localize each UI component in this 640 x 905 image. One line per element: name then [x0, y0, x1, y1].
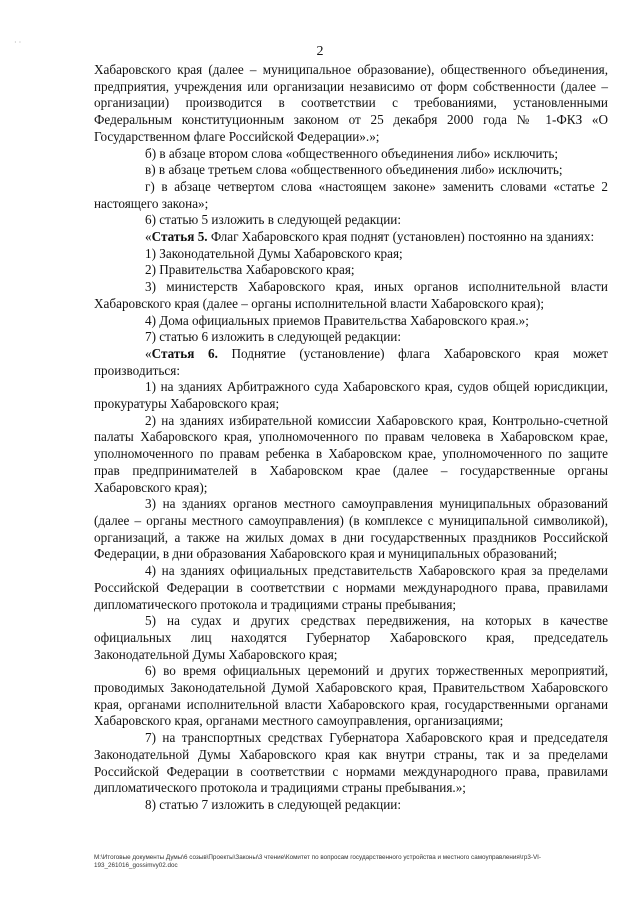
paragraph: [94, 379, 608, 412]
paragraph: [94, 229, 608, 246]
paragraph-text: 2) Правительства Хабаровского края;: [145, 262, 355, 278]
paragraph-text: 3) на зданиях органов местного самоуправления муниципальных образований (далее – органы местного самоуправления) (в комплексе с муниципальной символикой), организаций, а также на жилых домах в дни государственных праздников Российской Федерации, в дни образования Хабаровского края и муниципальных образований;: [94, 496, 608, 562]
paragraph: [94, 329, 608, 346]
paragraph: [94, 663, 608, 730]
paragraph: [94, 313, 608, 330]
paragraph-text: в) в абзаце третьем слова «общественного объединения либо» исключить;: [145, 162, 563, 178]
paragraph-text: 1) на зданиях Арбитражного суда Хабаровского края, судов общей юрисдикции, прокуратуры Хабаровского края;: [94, 379, 608, 412]
paragraph: [94, 563, 608, 613]
paragraph: [94, 212, 608, 229]
paragraph-text: 7) на транспортных средствах Губернатора Хабаровского края и председателя Законодательной Думы Хабаровского края как внутри страны, так и за пределами Российской Федерации в соответствии с нормами международного права, правилами дипломатического протокола и традициями страны пребывания.»;: [94, 730, 608, 796]
paragraph-text: Хабаровского края (далее – муниципальное образование), общественного объединения, предприятия, учреждения или организации независимо от форм собственности (далее – организации) производится в соответствии с требованиями, установленными Федеральным конституционным законом от 25 декабря 2000 года № 1-ФКЗ «О Государственном флаге Российской Федерации».»;: [94, 62, 608, 144]
paragraph: [94, 62, 608, 146]
paragraph-text: г) в абзаце четвертом слова «настоящем законе» заменить словами «статье 2 настоящего закона»;: [94, 178, 608, 211]
paragraph-prefix: «: [145, 345, 152, 361]
paragraph-text: 2) на зданиях избирательной комиссии Хабаровского края, Контрольно-счетной палаты Хабаровского края, уполномоченного по правам человека в Хабаровском крае, уполномоченного по правам ребенка в Хабаровском крае, уполномоченного по защите прав предпринимателей в Хабаровском крае (далее – государственные органы Хабаровского края);: [94, 412, 608, 495]
paragraph-text: б) в абзаце втором слова «общественного объединения либо» исключить;: [145, 145, 559, 161]
paragraph: [94, 346, 608, 379]
paragraph: [94, 797, 608, 814]
paragraph: [94, 162, 608, 179]
paragraph-text: 8) статью 7 изложить в следующей редакции:: [145, 796, 401, 812]
margin-marks: · ·: [14, 38, 22, 47]
paragraph: [94, 496, 608, 563]
page-number: 2: [316, 44, 324, 59]
paragraph: [94, 146, 608, 163]
paragraph: [94, 179, 608, 212]
paragraph-text: 3) министерств Хабаровского края, иных органов исполнительной власти Хабаровского края (далее – органы исполнительной власти Хабаровского края);: [94, 279, 608, 311]
paragraph-text: 4) Дома официальных приемов Правительства Хабаровского края.»;: [145, 312, 529, 328]
paragraph-text: Поднятие (установление) флага Хабаровского края может производиться:: [94, 345, 608, 378]
paragraph-text: 1) Законодательной Думы Хабаровского края;: [145, 245, 403, 261]
paragraph-text: 6) статью 5 изложить в следующей редакции:: [145, 212, 401, 228]
paragraph: [94, 730, 608, 797]
paragraph: [94, 279, 608, 312]
paragraph-text: 5) на судах и других средствах передвижения, на которых в качестве официальных лиц находятся Губернатор Хабаровского края, председатель Законодательной Думы Хабаровского края;: [94, 613, 608, 662]
paragraph-prefix: «: [145, 229, 152, 245]
paragraph-text: 7) статью 6 изложить в следующей редакции:: [145, 329, 401, 345]
file-path-footer: M:\Итоговые документы Думы\6 созыв\Проекты\Законы\3 чтение\Комитет по вопросам государственного устройства и местного самоуправления\гр3-VI-193_261016_gossimvy02.doc: [94, 854, 542, 869]
paragraph-text: Флаг Хабаровского края поднят (установлен) постоянно на зданиях:: [207, 229, 595, 245]
paragraph-text: 4) на зданиях официальных представительств Хабаровского края за пределами Российской Федерации в соответствии с нормами международного права, правилами дипломатического протокола и традициями страны пребывания;: [94, 563, 608, 612]
paragraph: [94, 613, 608, 663]
paragraph: [94, 246, 608, 263]
paragraph: [94, 262, 608, 279]
article-heading: Статья 6.: [151, 345, 218, 361]
paragraph: [94, 413, 608, 497]
document-body: [94, 62, 608, 814]
paragraph-text: 6) во время официальных церемоний и других торжественных мероприятий, проводимых Законодательной Думой Хабаровского края, Правительством Хабаровского края, органами исполнительной власти Хабаровского края, государственными органами Хабаровского края, органами местного самоуправления, организациями;: [94, 663, 608, 729]
article-heading: Статья 5.: [151, 229, 208, 245]
